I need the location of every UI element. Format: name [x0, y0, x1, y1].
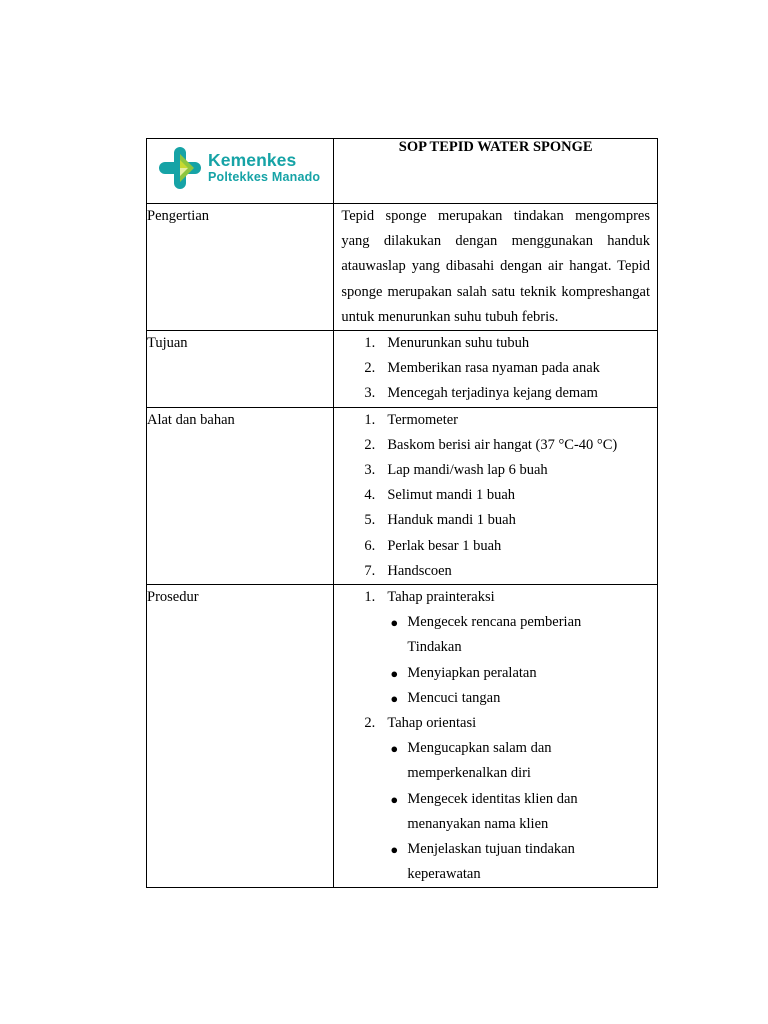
tujuan-list: [334, 331, 657, 407]
alat-content: [334, 407, 658, 584]
list-item: 7. Handscoen: [364, 562, 452, 579]
list-item: 2. Baskom berisi air hangat (37 °C-40 °C): [364, 436, 618, 453]
alat-list: [334, 408, 657, 584]
tujuan-label: Tujuan: [147, 331, 334, 408]
logo-line1: Kemenkes: [208, 150, 297, 170]
list-item: 1. Menurunkan suhu tubuh: [364, 335, 530, 352]
prosedur-label: Prosedur: [147, 585, 334, 888]
alat-row: [147, 407, 658, 584]
logo-line2: Poltekkes Manado: [208, 170, 321, 184]
bullet-item: ● Mencuci tangan: [390, 689, 501, 706]
bullet-item: ● Mengecek identitas klien dan menanyakan nama klien: [390, 790, 578, 832]
kemenkes-emblem-icon: [158, 146, 202, 190]
logo-text: [208, 151, 320, 185]
pengertian-text: Tepid sponge merupakan tindakan mengompres yang dilakukan dengan menggunakan handuk atauwaslap yang dibasahi dengan air hangat. Tepid sponge merupakan salah satu teknik kompreshangat untuk menurunkan suhu tubuh febris.: [341, 208, 650, 325]
prosedur-steps: [334, 585, 657, 610]
bullet-item: ● Menyiapkan peralatan: [390, 664, 537, 681]
bullet-item: ● Mengucapkan salam dan memperkenalkan diri: [390, 740, 552, 782]
step-item: 1. Tahap prainteraksi: [364, 589, 495, 606]
tujuan-row: [147, 331, 658, 408]
document-title: SOP TEPID WATER SPONGE: [334, 139, 658, 204]
list-item: 5. Handuk mandi 1 buah: [364, 512, 516, 529]
logo-cell: [147, 139, 334, 204]
list-item: 1. Termometer: [364, 411, 459, 428]
list-item: 6. Perlak besar 1 buah: [364, 537, 502, 554]
header-row: [147, 139, 658, 204]
list-item: 4. Selimut mandi 1 buah: [364, 487, 516, 504]
sop-table: [146, 138, 658, 888]
list-item: 3. Mencegah terjadinya kejang demam: [364, 385, 598, 402]
prosedur-content: [334, 585, 658, 888]
bullet-item: ● Mengecek rencana pemberian Tindakan: [390, 614, 582, 656]
bullet-item: ● Menjelaskan tujuan tindakan keperawatan: [390, 841, 575, 883]
prosedur-row: [147, 585, 658, 888]
prosedur-step1-bullets: [334, 610, 657, 711]
pengertian-content: [334, 204, 658, 331]
kemenkes-logo: [158, 146, 320, 190]
step-item: 2. Tahap orientasi: [364, 715, 477, 732]
alat-label: Alat dan bahan: [147, 407, 334, 584]
pengertian-label: Pengertian: [147, 204, 334, 331]
list-item: 2. Memberikan rasa nyaman pada anak: [364, 360, 600, 377]
prosedur-step2-bullets: [334, 736, 657, 887]
prosedur-steps-2: [334, 711, 657, 736]
pengertian-row: [147, 204, 658, 331]
list-item: 3. Lap mandi/wash lap 6 buah: [364, 462, 548, 479]
tujuan-content: [334, 331, 658, 408]
